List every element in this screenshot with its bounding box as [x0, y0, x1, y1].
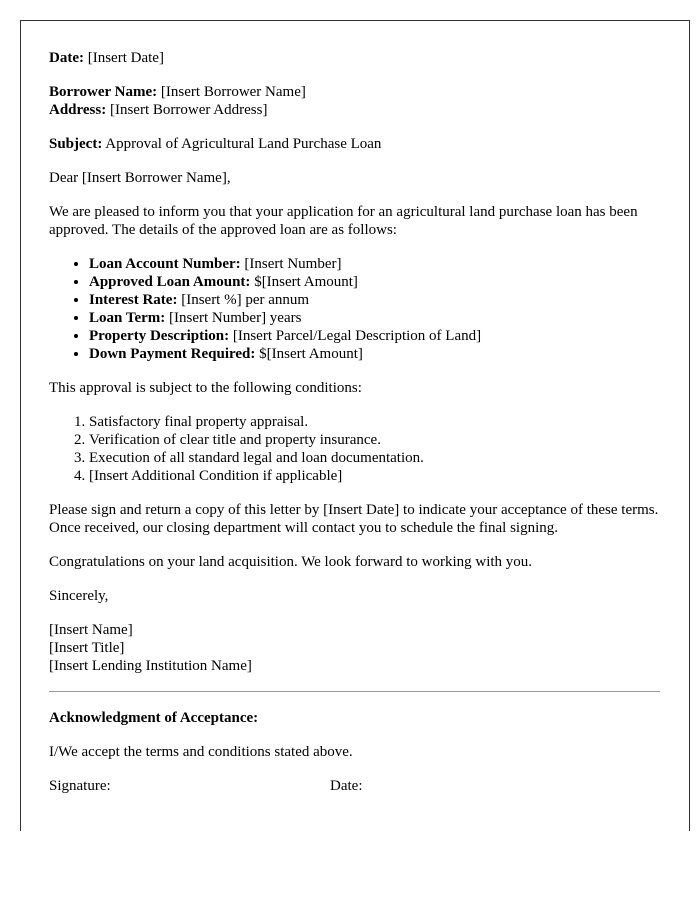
- letter-page: [20, 20, 690, 831]
- detail-value: $[Insert Amount]: [259, 346, 363, 362]
- list-item: 2. Verification of clear title and property insurance.: [89, 431, 660, 449]
- detail-value: [Insert Number]: [244, 256, 342, 272]
- detail-value: [Insert Number] years: [169, 310, 302, 326]
- signer-name: [Insert Name]: [49, 622, 133, 638]
- borrower-block: [49, 83, 660, 119]
- subject-line: [49, 135, 660, 153]
- list-item: 1. Satisfactory final property appraisal.: [89, 413, 660, 431]
- detail-value: [Insert %] per annum: [181, 292, 310, 308]
- list-item: [89, 255, 660, 273]
- conditions-intro: This approval is subject to the following conditions:: [49, 380, 362, 396]
- conditions-list: [49, 413, 660, 485]
- loan-details-list: [49, 255, 660, 363]
- list-item: [89, 309, 660, 327]
- borrower-name-label: Borrower Name:: [49, 84, 158, 100]
- list-item: [89, 273, 660, 291]
- list-item: 3. Execution of all standard legal and loan documentation.: [89, 449, 660, 467]
- detail-label: Interest Rate:: [89, 292, 178, 308]
- detail-label: Loan Term:: [89, 310, 166, 326]
- signer-title: [Insert Title]: [49, 640, 125, 656]
- divider: [49, 691, 660, 692]
- instructions-paragraph: Please sign and return a copy of this letter by [Insert Date] to indicate your acceptance of these terms. Once received, our closing department will contact you to schedule the final signing.: [49, 502, 659, 536]
- detail-label: Loan Account Number:: [89, 256, 241, 272]
- acknowledgment-heading: [49, 709, 660, 727]
- date-line: [49, 49, 660, 67]
- list-item: [89, 291, 660, 309]
- list-item: 4. [Insert Additional Condition if applicable]: [89, 467, 660, 485]
- detail-value: $[Insert Amount]: [254, 274, 358, 290]
- list-item: [89, 327, 660, 345]
- subject-label: Subject:: [49, 136, 103, 152]
- congrats-paragraph: Congratulations on your land acquisition. We look forward to working with you.: [49, 554, 533, 570]
- signature-date-label: Date:: [330, 778, 363, 794]
- detail-label: Down Payment Required:: [89, 346, 256, 362]
- acknowledgment-statement: I/We accept the terms and conditions stated above.: [49, 744, 353, 760]
- signer-block: [49, 621, 660, 675]
- signature-row: [49, 777, 660, 795]
- salutation: Dear [Insert Borrower Name],: [49, 170, 231, 186]
- address-label: Address:: [49, 102, 107, 118]
- signature-label: Signature:: [49, 778, 111, 794]
- intro-paragraph: We are pleased to inform you that your application for an agricultural land purchase loan has been approved. The details of the approved loan are as follows:: [49, 204, 638, 238]
- subject-value: Approval of Agricultural Land Purchase Loan: [105, 136, 382, 152]
- detail-label: Approved Loan Amount:: [89, 274, 251, 290]
- borrower-name-value: [Insert Borrower Name]: [160, 84, 306, 100]
- signer-institution: [Insert Lending Institution Name]: [49, 658, 252, 674]
- closing: Sincerely,: [49, 588, 109, 604]
- detail-value: [Insert Parcel/Legal Description of Land]: [232, 328, 482, 344]
- date-value: [Insert Date]: [87, 50, 164, 66]
- detail-label: Property Description:: [89, 328, 230, 344]
- address-value: [Insert Borrower Address]: [109, 102, 268, 118]
- acknowledgment-heading-text: Acknowledgment of Acceptance:: [49, 710, 259, 726]
- date-label: Date:: [49, 50, 84, 66]
- list-item: [89, 345, 660, 363]
